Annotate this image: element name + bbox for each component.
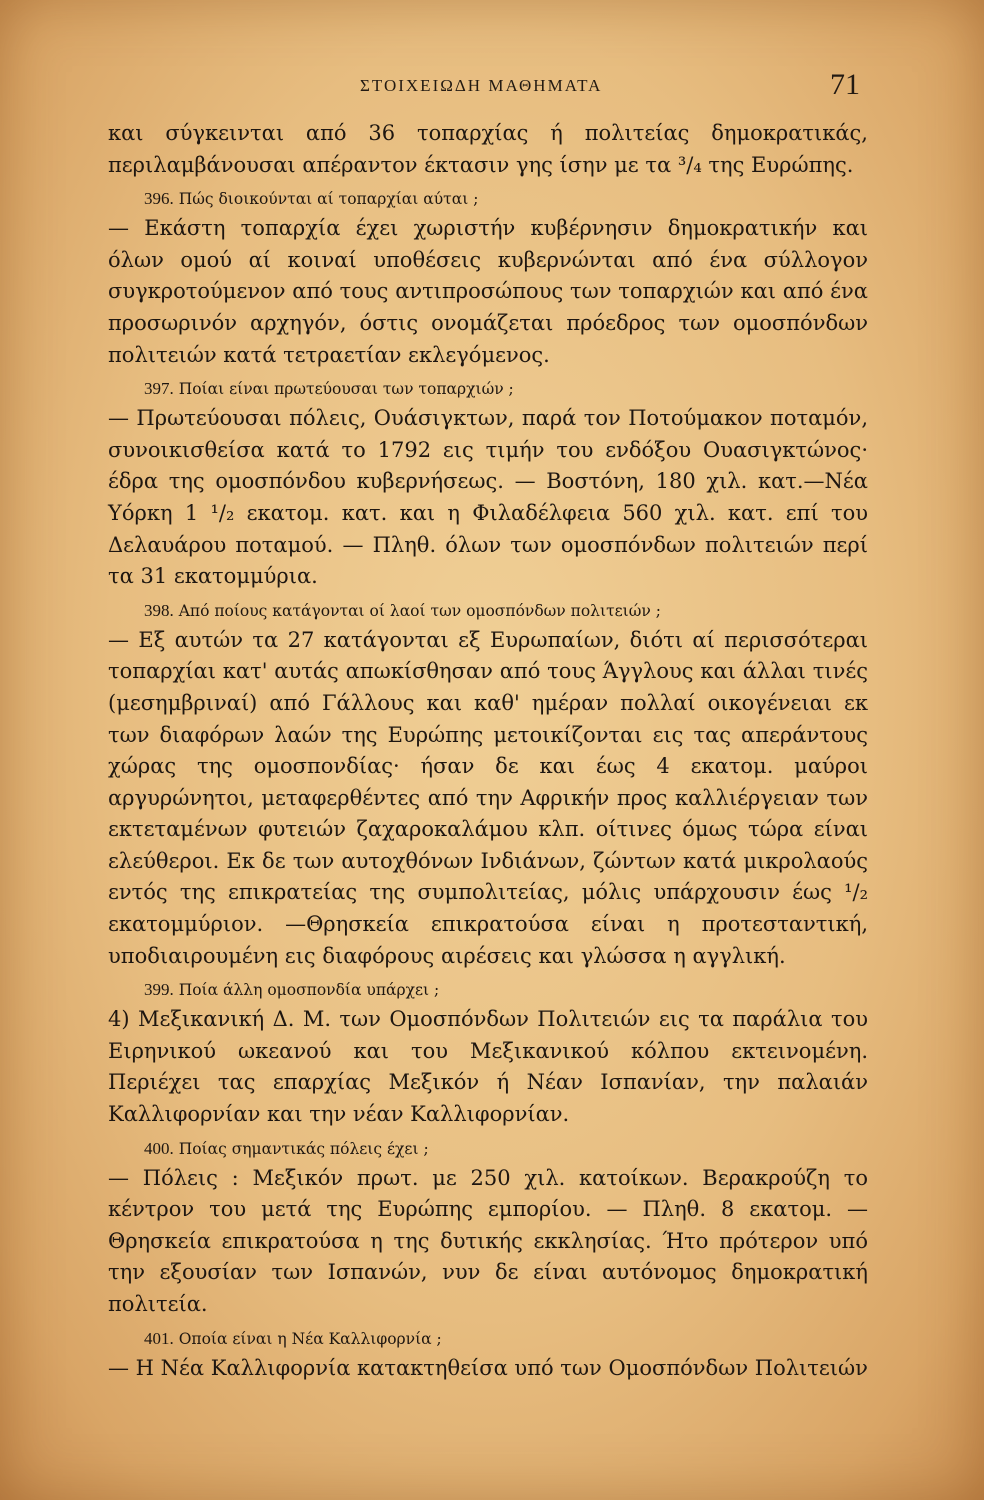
page-number: 71 <box>830 68 860 101</box>
question-text: Ποία άλλη ομοσπονδία υπάρχει ; <box>178 981 440 1000</box>
question-number: 400. <box>144 1138 174 1158</box>
question-text: Ποίας σημαντικάς πόλεις έχει ; <box>178 1139 429 1158</box>
answer-paragraph: — Πρωτεύουσαι πόλεις, Ουάσιγκτων, παρά τον Ποτούμακον ποταμόν, συνοικισθείσα κατά το 1792 εις τιμήν του ενδόξου Ουασιγκτώνος· έδρα της ομοσπόνδου κυβερνήσεως. — Βοστόνη, 180 χιλ. κατ.—Νέα Υόρκη 1 ¹/₂ εκατομ. κατ. και η Φιλαδέλφεια 560 χιλ. κατ. επί του Δελαυάρου ποταμού. — Πληθ. όλων των ομοσπόνδων πολιτειών περί τα 31 εκατομμύρια. <box>108 406 868 589</box>
answer-paragraph: — Η Νέα Καλλιφορνία κατακτηθείσα υπό των Ομοσπόνδων Πολιτειών <box>108 1355 868 1380</box>
question <box>108 1325 868 1353</box>
question <box>108 597 868 625</box>
answer-paragraph: — Εκάστη τοπαρχία έχει χωριστήν κυβέρνησιν δημοκρατικήν και όλων ομού αί κοιναί υποθέσεις κυβερνώνται από ένα σύλλογον συγκροτούμενον από τους αντιπροσώπους των τοπαρχιών και από ένα προσωρινόν αρχηγόν, όστις ονομάζεται πρόεδρος των ομοσπόνδων πολιτειών κατά τετραετίαν εκλεγόμενος. <box>108 216 868 367</box>
question-text: Οποία είναι η Νέα Καλλιφορνία ; <box>178 1329 442 1348</box>
question-text: Ποίαι είναι πρωτεύουσαι των τοπαρχιών ; <box>178 380 514 399</box>
question-number: 401. <box>144 1328 174 1348</box>
answer-paragraph: — Εξ αυτών τα 27 κατάγονται εξ Ευρωπαίων, διότι αί περισσότεραι τοπαρχίαι κατ' αυτάς απωκίσθησαν από τους Άγγλους και άλλαι τινές (μεσημβριναί) από Γάλλους και καθ' ημέραν πολλαί οικογένειαι εκ των διαφόρων λαών της Ευρώπης μετοικίζονται εις τας απεράντους χώρας της ομοσπονδίας· ήσαν δε και έως 4 εκατομ. μαύροι αργυρώνητοι, μεταφερθέντες από την Αφρικήν προς καλλιέργειαν των εκτεταμένων φυτειών ζαχαροκαλάμου κλπ. οίτινες όμως τώρα είναι ελεύθεροι. Εκ δε των αυτοχθόνων Ινδιάνων, ζώντων κατά μικρολαούς εντός της επικρατείας της συμπολιτείας, μόλις υπάρχουσιν έως ¹/₂ εκατομμύριον. —Θρησκεία επικρατούσα είναι η προτεσταντική, υποδιαιρουμένη εις διαφόρους αιρέσεις και γλώσσα η αγγλική. <box>108 627 868 968</box>
answer-paragraph: — Πόλεις : Μεξικόν πρωτ. με 250 χιλ. κατοίκων. Βερακρούζη το κέντρον του μετά της Ευρώπης εμπορίου. — Πληθ. 8 εκατομ. — Θρησκεία επικρατούσα η της δυτικής εκκλησίας. Ήτο πρότερον υπό την εξουσίαν των Ισπανών, νυν δε είναι αυτόνομος δημοκρατική πολιτεία. <box>108 1165 868 1316</box>
question-number: 396. <box>144 189 174 209</box>
paragraph: και σύγκεινται από 36 τοπαρχίας ή πολιτείας δημοκρατικάς, περιλαμβάνουσαι απέραντον έκτασιν γης ίσην με τα ³/₄ της Ευρώπης. <box>108 121 868 177</box>
question <box>108 375 868 403</box>
question <box>108 185 868 213</box>
question <box>108 976 868 1004</box>
question-number: 398. <box>144 600 174 620</box>
question <box>108 1135 868 1163</box>
question-number: 397. <box>144 379 174 399</box>
answer-paragraph: 4) Μεξικανική Δ. Μ. των Ομοσπόνδων Πολιτειών εις τα παράλια του Ειρηνικού ωκεανού και του Μεξικανικού κόλπου εκτεινομένη. Περιέχει τας επαρχίας Μεξικόν ή Νέαν Ισπανίαν, την παλαιάν Καλλιφορνίαν και την νέαν Καλλιφορνίαν. <box>108 1007 868 1127</box>
page-header <box>0 68 984 108</box>
running-title: ΣΤΟΙΧΕΙΩΔΗ ΜΑΘΗΜΑΤΑ <box>360 76 603 95</box>
question-number: 399. <box>144 980 174 1000</box>
question-text: Από ποίους κατάγονται οί λαοί των ομοσπόνδων πολιτειών ; <box>178 601 661 620</box>
page-body <box>108 118 868 1384</box>
question-text: Πώς διοικούνται αί τοπαρχίαι αύται ; <box>178 190 479 209</box>
